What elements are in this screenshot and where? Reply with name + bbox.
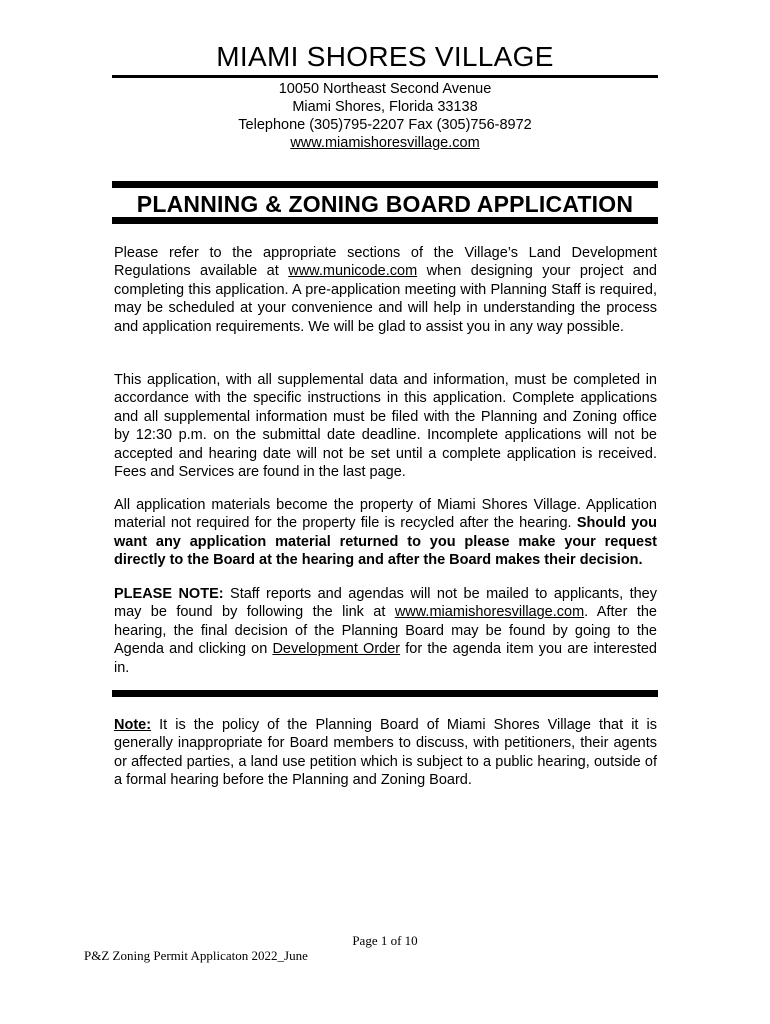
- policy-note: Note: It is the policy of the Planning Board of Miami Shores Village that it is generally inappropriate for Board members to discuss, with petitioners, their agents or affected parties, a land use petition which is subject to a public hearing, outside of a formal hearing before the Planning and Zoning Board.: [114, 717, 657, 789]
- address-line-2: Miami Shores, Florida 33138: [292, 99, 478, 115]
- municode-link[interactable]: www.municode.com: [288, 263, 418, 280]
- org-name: MIAMI SHORES VILLAGE: [216, 41, 554, 72]
- website-link[interactable]: www.miamishoresvillage.com: [290, 135, 480, 151]
- contact-line: Telephone (305)795-2207 Fax (305)756-8972: [238, 117, 532, 133]
- materials-paragraph: All application materials become the property of Miami Shores Village. Application material not required for the property file is recycled after the hearing. Should you want any application material returned to you please make your request directly to the Board at the hearing and after the Board makes their decision.: [114, 497, 657, 569]
- document-name: P&Z Zoning Permit Applicaton 2022_June: [84, 948, 308, 963]
- please-note-paragraph: PLEASE NOTE: Staff reports and agendas will not be mailed to applicants, they may be found by following the link at www.miamishoresvillage.com. After the hearing, the final decision of the Planning Board may be found by going to the Agenda and clicking on Development Order for the agenda item you are interested in.: [114, 586, 657, 676]
- title-bottom-rule: [112, 217, 658, 224]
- document-title: PLANNING & ZONING BOARD APPLICATION: [136, 191, 634, 217]
- please-note-label: PLEASE NOTE:: [114, 586, 224, 602]
- intro-paragraph: Please refer to the appropriate sections of the Village’s Land Development Regulations available at www.municode.com when designing your project and completing this application. A pre-application meeting with Planning Staff is required, may be scheduled at your convenience and will help in understanding the process and application requirements. We will be glad to assist you in any way possible.: [114, 245, 657, 335]
- return-request-notice: Should you want any application material returned to you please make your request directly to the Board at the hearing and after the Board makes their decision.: [114, 515, 657, 569]
- note-label: Note:: [114, 717, 152, 733]
- development-order-link[interactable]: Development Order: [272, 641, 401, 658]
- submission-paragraph: This application, with all supplemental data and information, must be completed in accordance with the specific instructions in this application. Complete applications and all supplemental information must be filed with the Planning and Zoning office by 12:30 p.m. on the submittal date deadline. Incomplete applications will not be accepted and hearing date will not be set until a complete application is received. Fees and Services are found in the last page.: [114, 372, 657, 481]
- page-number: Page 1 of 10: [352, 933, 418, 948]
- address-block: [112, 80, 658, 152]
- title-top-rule: [112, 181, 658, 188]
- header-divider: [112, 75, 658, 78]
- address-line-1: 10050 Northeast Second Avenue: [278, 81, 492, 97]
- village-website-link[interactable]: www.miamishoresvillage.com: [394, 604, 585, 621]
- section-divider: [112, 690, 658, 697]
